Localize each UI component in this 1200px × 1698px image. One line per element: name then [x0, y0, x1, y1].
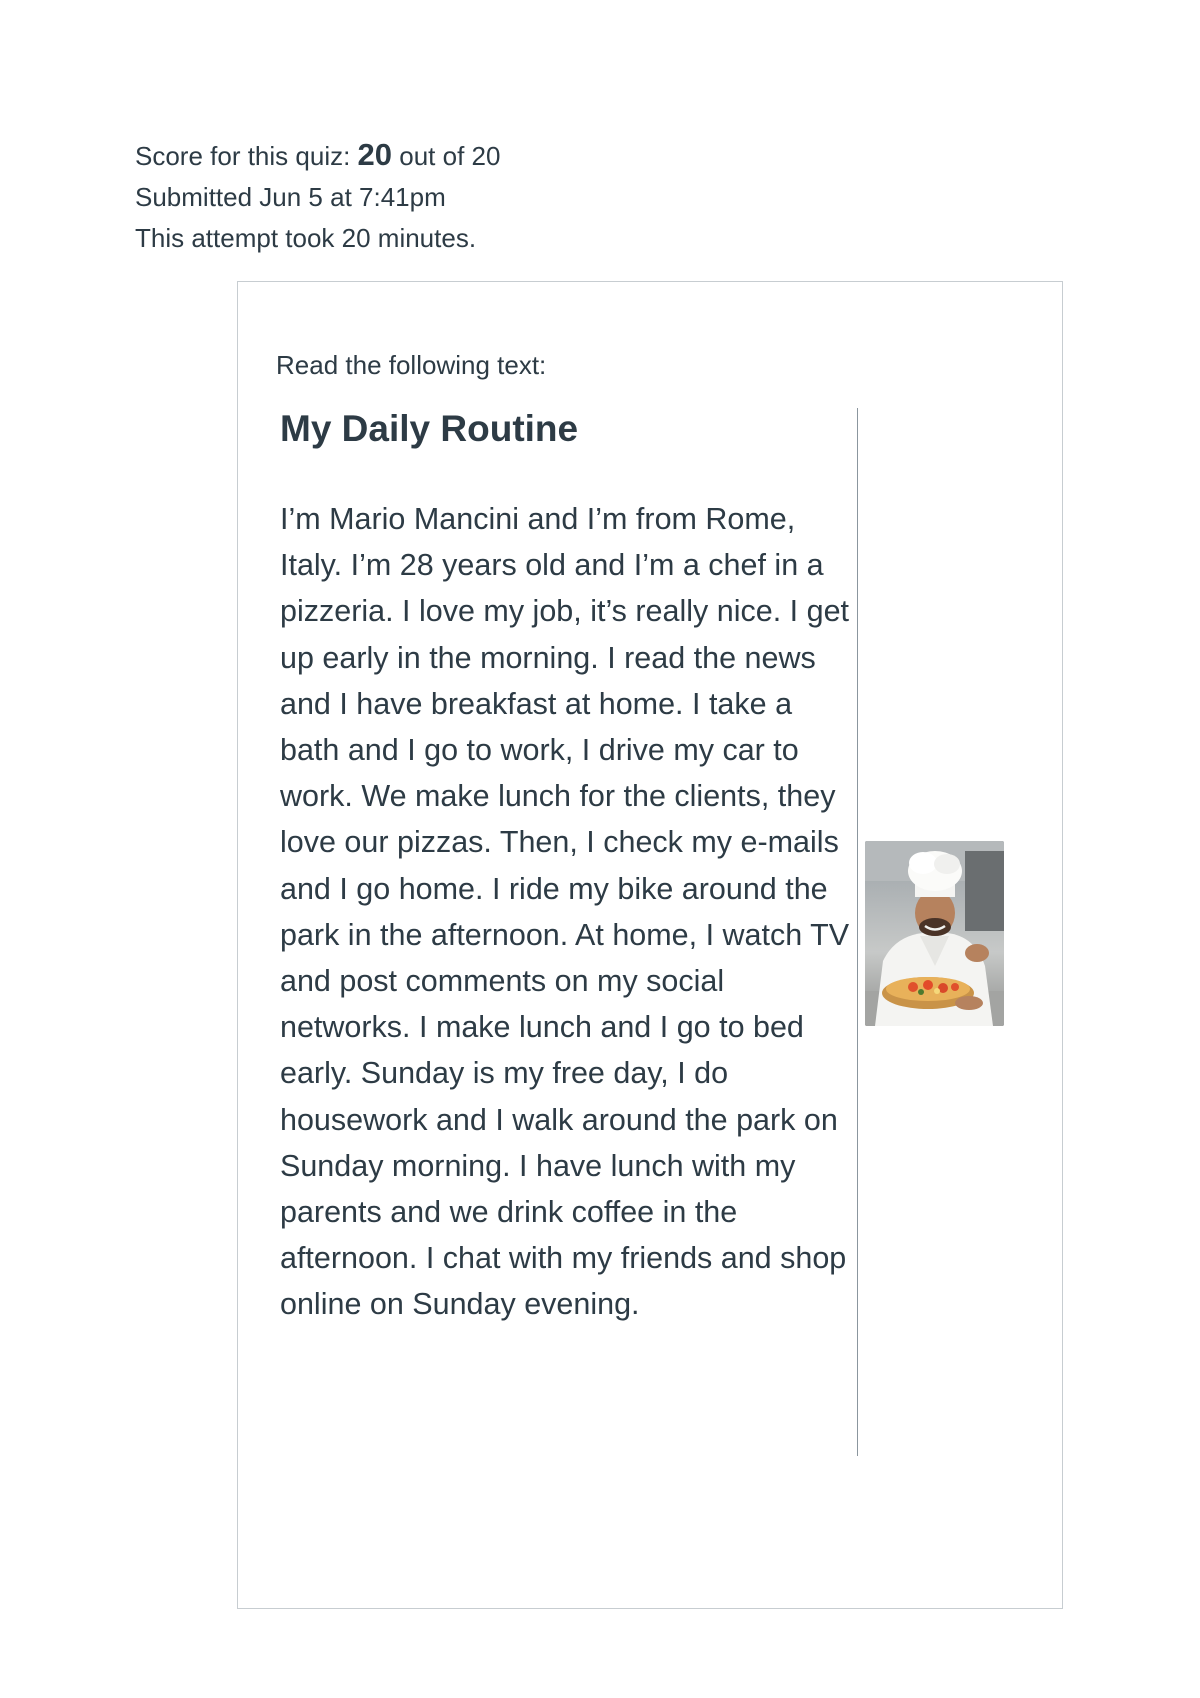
- submitted-timestamp: Submitted Jun 5 at 7:41pm: [135, 182, 446, 212]
- reading-title: My Daily Routine: [280, 408, 579, 449]
- score-line: [135, 134, 500, 177]
- reading-body: I’m Mario Mancini and I’m from Rome, Italy. I’m 28 years old and I’m a chef in a pizzeria. I love my job, it’s really nice. I get up early in the morning. I read the news and I have breakfast at home. I take a bath and I go to work, I drive my car to work. We make lunch for the clients, they love our pizzas. Then, I check my e-mails and I go home. I ride my bike around the park in the afternoon. At home, I watch TV and post comments on my social networks. I make lunch and I go to bed early. Sunday is my free day, I do housework and I walk around the park on Sunday morning. I have lunch with my parents and we drink coffee in the afternoon. I chat with my friends and shop online on Sunday evening.: [280, 502, 850, 1322]
- score-label: Score for this quiz:: [135, 141, 351, 171]
- quiz-summary: [135, 134, 500, 259]
- score-total: out of 20: [399, 141, 501, 171]
- question-card: [237, 281, 1063, 1609]
- chef-photo: [865, 841, 1004, 1026]
- attempt-duration: This attempt took 20 minutes.: [135, 223, 477, 253]
- reading-passage: [280, 408, 858, 1456]
- question-prompt: Read the following text:: [276, 350, 547, 380]
- score-value: 20: [357, 137, 393, 172]
